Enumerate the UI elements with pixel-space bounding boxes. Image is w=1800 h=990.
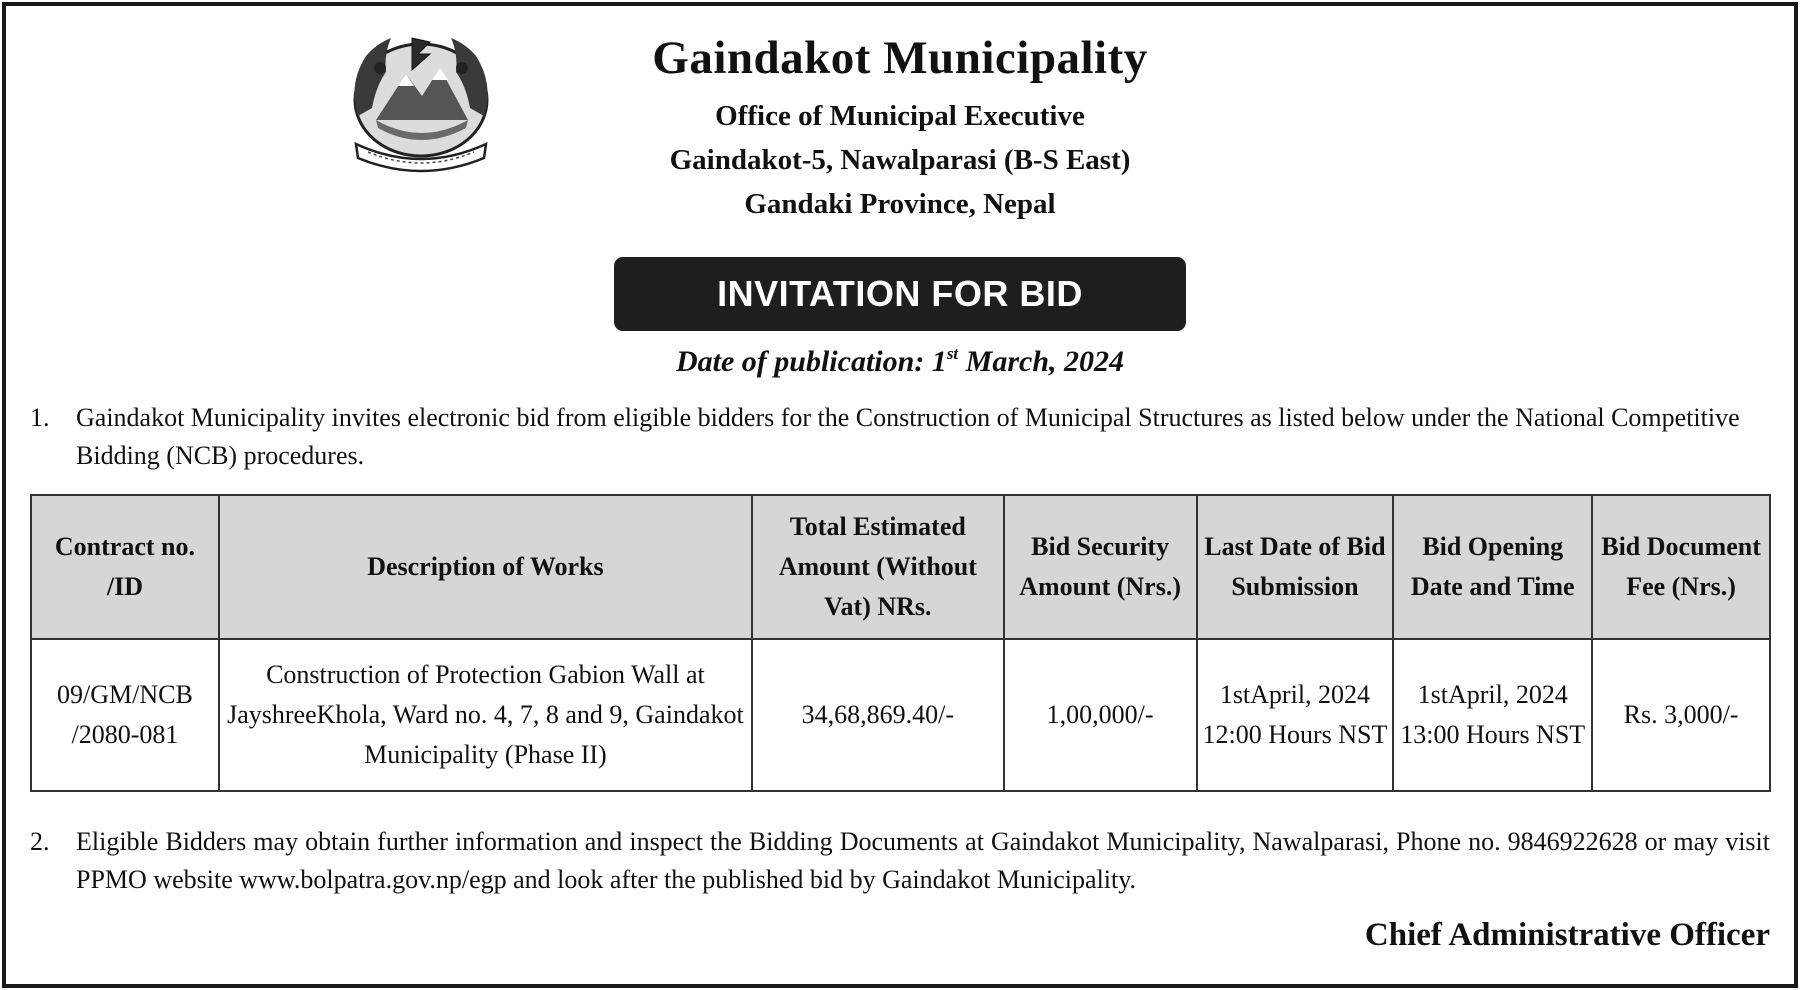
paragraph-1-text: Gaindakot Municipality invites electronic bid from eligible bidders for the Construction of Municipal Structures as listed below under the National Competitive Bidding (NCB) procedures. <box>76 403 1740 470</box>
publication-date-prefix: Date of publication: 1 <box>675 345 947 378</box>
cell-contract-id: 09/GM/NCB /2080-081 <box>31 639 219 791</box>
column-header-bid-opening: Bid Opening Date and Time <box>1393 495 1592 639</box>
municipality-title: Gaindakot Municipality <box>652 32 1148 84</box>
paragraph-2 <box>30 823 1770 899</box>
cell-description: Construction of Protection Gabion Wall at JayshreeKhola, Ward no. 4, 7, 8 and 9, Gaindakot Municipality (Phase II) <box>219 639 752 791</box>
table-header-row <box>31 495 1770 639</box>
publication-date-rest: March, 2024 <box>958 345 1125 378</box>
invitation-for-bid-banner: INVITATION FOR BID <box>614 257 1186 331</box>
column-header-last-submission: Last Date of Bid Submission <box>1197 495 1394 639</box>
cell-estimated-amount: 34,68,869.40/- <box>752 639 1004 791</box>
office-province: Gandaki Province, Nepal <box>744 188 1056 220</box>
column-header-bid-security: Bid Security Amount (Nrs.) <box>1004 495 1197 639</box>
column-header-estimated-amount: Total Estimated Amount (Without Vat) NRs. <box>752 495 1004 639</box>
letterhead <box>500 30 1300 226</box>
cell-document-fee: Rs. 3,000/- <box>1592 639 1770 791</box>
publication-date <box>500 344 1300 379</box>
column-header-document-fee: Bid Document Fee (Nrs.) <box>1592 495 1770 639</box>
office-address: Gaindakot-5, Nawalparasi (B-S East) <box>669 144 1131 176</box>
nepal-emblem-icon <box>336 24 506 179</box>
column-header-contract-id: Contract no. /ID <box>31 495 219 639</box>
cell-bid-opening: 1stApril, 2024 13:00 Hours NST <box>1393 639 1592 791</box>
bid-table <box>30 494 1771 792</box>
signatory-title: Chief Administrative Officer <box>1364 917 1770 953</box>
cell-last-submission: 1stApril, 2024 12:00 Hours NST <box>1197 639 1394 791</box>
column-header-description: Description of Works <box>219 495 752 639</box>
paragraph-1-number: 1. <box>30 403 50 432</box>
paragraph-1 <box>30 399 1770 475</box>
paragraph-2-number: 2. <box>30 827 50 856</box>
publication-date-ordinal: st <box>946 344 959 363</box>
cell-bid-security: 1,00,000/- <box>1004 639 1197 791</box>
office-name: Office of Municipal Executive <box>715 100 1085 132</box>
paragraph-2-text: Eligible Bidders may obtain further information and inspect the Bidding Documents at Gaindakot Municipality, Nawalparasi, Phone no. 9846922628 or may visit PPMO website www.bolpatra.gov.np/egp and look after the published bid by Gaindakot Municipality. <box>76 827 1770 894</box>
table-row <box>31 639 1770 791</box>
